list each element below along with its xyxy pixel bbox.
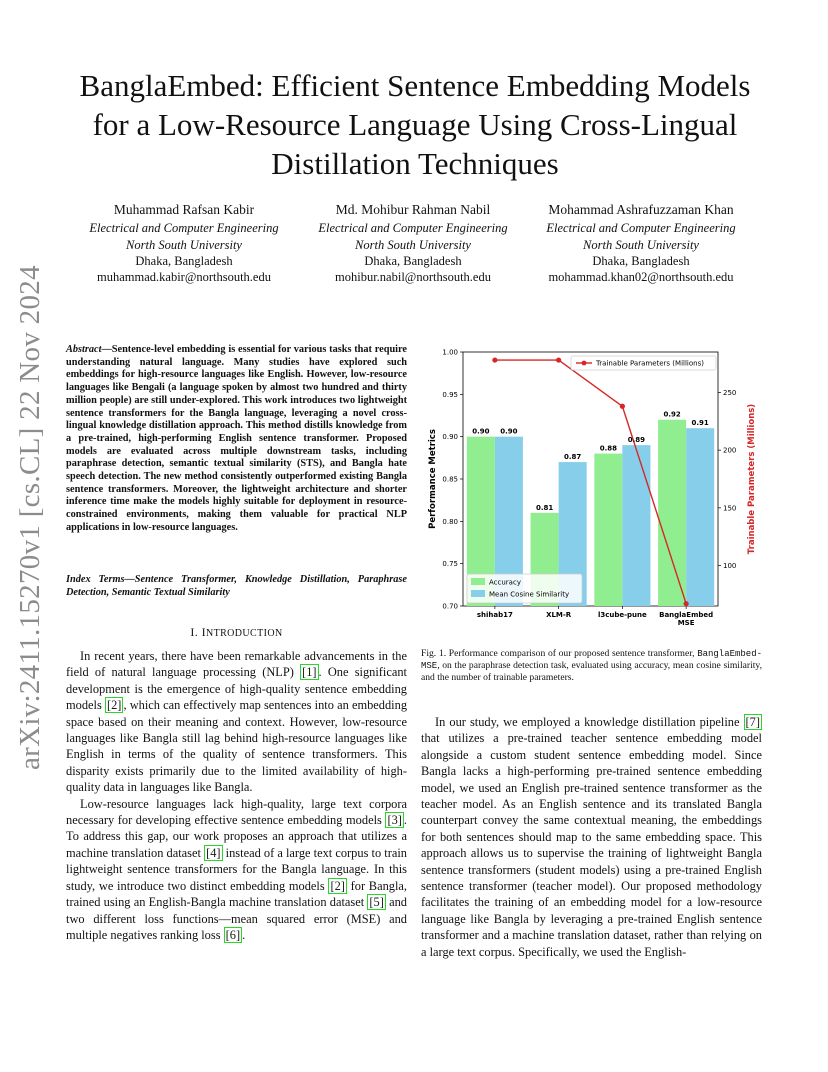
bar-value-label: 0.90	[472, 427, 490, 436]
x-tick-label: XLM-R	[546, 611, 572, 619]
bar-cosine-similarity	[622, 445, 650, 606]
citation-link[interactable]: [2]	[330, 878, 345, 893]
bar-value-label: 0.81	[535, 503, 554, 512]
y-right-tick-label: 250	[723, 388, 737, 397]
paragraph	[66, 796, 407, 944]
author-university: North South University	[126, 237, 242, 252]
bar-value-label: 0.92	[663, 410, 681, 419]
y-tick-label: 0.95	[442, 390, 458, 399]
arxiv-id-stamp: arXiv:2411.15270v1 [cs.CL] 22 Nov 2024	[14, 265, 46, 770]
y-tick-label: 0.70	[442, 602, 458, 611]
author-affiliation: Electrical and Computer Engineering	[318, 221, 508, 236]
text-run: . To address this gap, our work proposes an approach that utilizes a machine translation dataset	[66, 813, 407, 860]
text-run: Low-resource languages lack high-quality, large text corpora necessary for developing effective sentence embedding models	[66, 796, 407, 828]
citation-link[interactable]: [7]	[745, 715, 760, 729]
trainable-parameters-point	[556, 357, 561, 362]
citation-link[interactable]: [6]	[225, 927, 241, 942]
y-tick-label: 0.80	[442, 517, 458, 526]
legend-line-marker	[582, 361, 587, 366]
paper-title: BanglaEmbed: Efficient Sentence Embedding Models for a Low-Resource Language Using Cross-Lingual Distillation Techniques	[79, 68, 751, 181]
text-run: instead of a large text corpus to train lightweight sentence transformers for the Bangla language. In this study, we introduce two distinct embedding models	[66, 845, 407, 893]
bar-accuracy	[594, 454, 622, 606]
bar-value-label: 0.88	[599, 444, 617, 453]
bar-cosine-similarity	[686, 428, 714, 606]
text-run: Fig. 1. Performance comparison of our proposed sentence transformer,	[421, 648, 698, 659]
abstract-label: Abstract	[66, 344, 102, 355]
code-text: BanglaEmbed-MSE	[421, 649, 762, 671]
figure-caption	[421, 648, 762, 684]
y-tick-label: 0.85	[442, 475, 458, 484]
author-email: mohammad.khan02@northsouth.edu	[548, 270, 734, 285]
author-email: muhammad.kabir@northsouth.edu	[97, 270, 271, 285]
author-email: mohibur.nabil@northsouth.edu	[335, 270, 491, 285]
author-location: Dhaka, Bangladesh	[135, 253, 233, 268]
author-name: Md. Mohibur Rahman Nabil	[335, 202, 491, 217]
trainable-parameters-line	[495, 360, 686, 604]
legend-bar-swatch	[471, 578, 485, 585]
bar-value-label: 0.90	[500, 427, 518, 436]
abstract	[66, 344, 407, 535]
text-run: , which can effectively map sentences into an embedding space based on their meaning and context. However, low-resource languages like Bangla still lag behind high-resource languages like English in terms of the quality of sentence transformers. This disparity exists primarily due to the limited availability of high-quality data in languages like Bangla.	[66, 698, 408, 795]
citation-link[interactable]: [2]	[106, 698, 122, 713]
citation-link[interactable]: [3]	[387, 813, 402, 828]
author-location: Dhaka, Bangladesh	[364, 253, 462, 268]
legend-bar-label: Mean Cosine Similarity	[489, 590, 570, 599]
text-run: . One significant development is the emergence of high-quality sentence embedding models	[66, 665, 407, 713]
y-right-tick-label: 100	[723, 562, 737, 571]
trainable-parameters-point	[620, 404, 625, 409]
y-tick-label: 1.00	[442, 348, 458, 357]
citation-link[interactable]: [1]	[302, 665, 317, 680]
author-location: Dhaka, Bangladesh	[592, 253, 690, 268]
text-run: for Bangla, trained using an English-Bangla machine translation dataset	[66, 878, 407, 910]
author-affiliation: Electrical and Computer Engineering	[546, 221, 736, 236]
paragraph	[421, 714, 762, 960]
x-tick-label: MSE	[677, 619, 695, 627]
section-heading	[66, 625, 407, 640]
y-axis-label: Performance Metrics	[428, 429, 438, 529]
section-title-initial: I	[201, 625, 206, 639]
figure-1-chart	[421, 340, 771, 638]
legend-bar-swatch	[471, 590, 485, 597]
bar-value-label: 0.91	[691, 419, 709, 428]
text-run: In recent years, there have been remarkable advancements in the field of natural language processing (NLP)	[66, 649, 407, 680]
y-tick-label: 0.75	[442, 560, 458, 569]
citation-link[interactable]: [4]	[206, 845, 221, 860]
text-run: that utilizes a pre-trained teacher sentence embedding model alongside a custom student sentence embedding model. Since Bangla lacks a high-performing pre-trained sentence embedding model, we used an English pre-trained sentence transformer as the teacher model. As an English sentence and its translated Bangla counterpart convey the same contextual meaning, the embeddings for both sentences should map to the same embedding space. This approach allows us to supervise the training of lightweight Bangla sentence transformers (student models) using a pre-trained English sentence transformer (teacher model). Our proposed methodology facilitates the training of an embedding model for a low-resource language like Bangla by leveraging a pre-trained English sentence transformer and a machine translation dataset, rather than relying on a large text corpus. Specifically, we used the English-	[421, 731, 762, 959]
section-title-rest: NTRODUCTION	[205, 628, 283, 639]
bar-value-label: 0.87	[564, 453, 582, 462]
text-run: .	[242, 927, 246, 942]
trainable-parameters-point	[684, 601, 689, 606]
author-university: North South University	[583, 237, 699, 252]
legend-line-label: Trainable Parameters (Millions)	[596, 359, 704, 368]
y-right-tick-label: 150	[723, 504, 737, 513]
text-run: , on the paraphrase detection task, evaluated using accuracy, mean cosine similarity, and the number of trainable parameters.	[421, 660, 762, 683]
author-name: Mohammad Ashrafuzzaman Khan	[548, 202, 734, 217]
x-tick-label: l3cube-pune	[597, 611, 647, 619]
bar-value-label: 0.89	[627, 436, 646, 445]
y-right-tick-label: 200	[723, 446, 737, 455]
text-run: and two different loss functions—mean squared error (MSE) and multiple negatives ranking loss	[66, 895, 407, 942]
body-column-right	[421, 714, 762, 960]
abstract-text: —Sentence-level embedding is essential for various tasks that require understanding natural language. Many studies have explored such embeddings for high-resource languages like English. However, low-resource languages like Bengali (a language spoken by almost two hundred and thirty million people) are still under-explored. This work introduces two lightweight sentence transformers for the Bangla language, leveraging a novel cross-lingual knowledge distillation approach. This method distills knowledge from a pre-trained, high-performing English sentence transformer. Proposed models are evaluated across multiple downstream tasks, including paraphrase detection, semantic textual similarity (STS), and Bangla hate speech detection. The new method consistently outperformed existing Bangla sentence transformers. Moreover, the lightweight architecture and shorter inference time make the models highly suitable for deployment in resource-constrained environments, making them valuable for practical NLP applications in low-resource languages.	[66, 344, 407, 533]
paragraph	[66, 648, 407, 796]
author-block	[64, 202, 304, 285]
author-block	[293, 202, 533, 285]
author-university: North South University	[355, 237, 471, 252]
y-right-axis-label: Trainable Parameters (Millions)	[747, 403, 757, 555]
bar-accuracy	[658, 420, 686, 606]
section-number: I.	[190, 625, 199, 639]
citation-link[interactable]: [5]	[369, 895, 384, 910]
text-run: In our study, we employed a knowledge distillation pipeline	[435, 715, 744, 729]
body-column-left	[66, 648, 407, 943]
x-tick-label: shihab17	[476, 611, 513, 619]
legend-bar-label: Accuracy	[489, 578, 521, 587]
author-block	[521, 202, 761, 285]
author-affiliation: Electrical and Computer Engineering	[89, 221, 279, 236]
author-name: Muhammad Rafsan Kabir	[113, 202, 255, 217]
trainable-parameters-point	[492, 357, 497, 362]
x-tick-label: BanglaEmbed	[659, 611, 714, 619]
index-terms: Index Terms—Sentence Transformer, Knowledge Distillation, Paraphrase Detection, Semantic Textual Similarity	[66, 574, 407, 598]
y-tick-label: 0.90	[442, 433, 458, 442]
